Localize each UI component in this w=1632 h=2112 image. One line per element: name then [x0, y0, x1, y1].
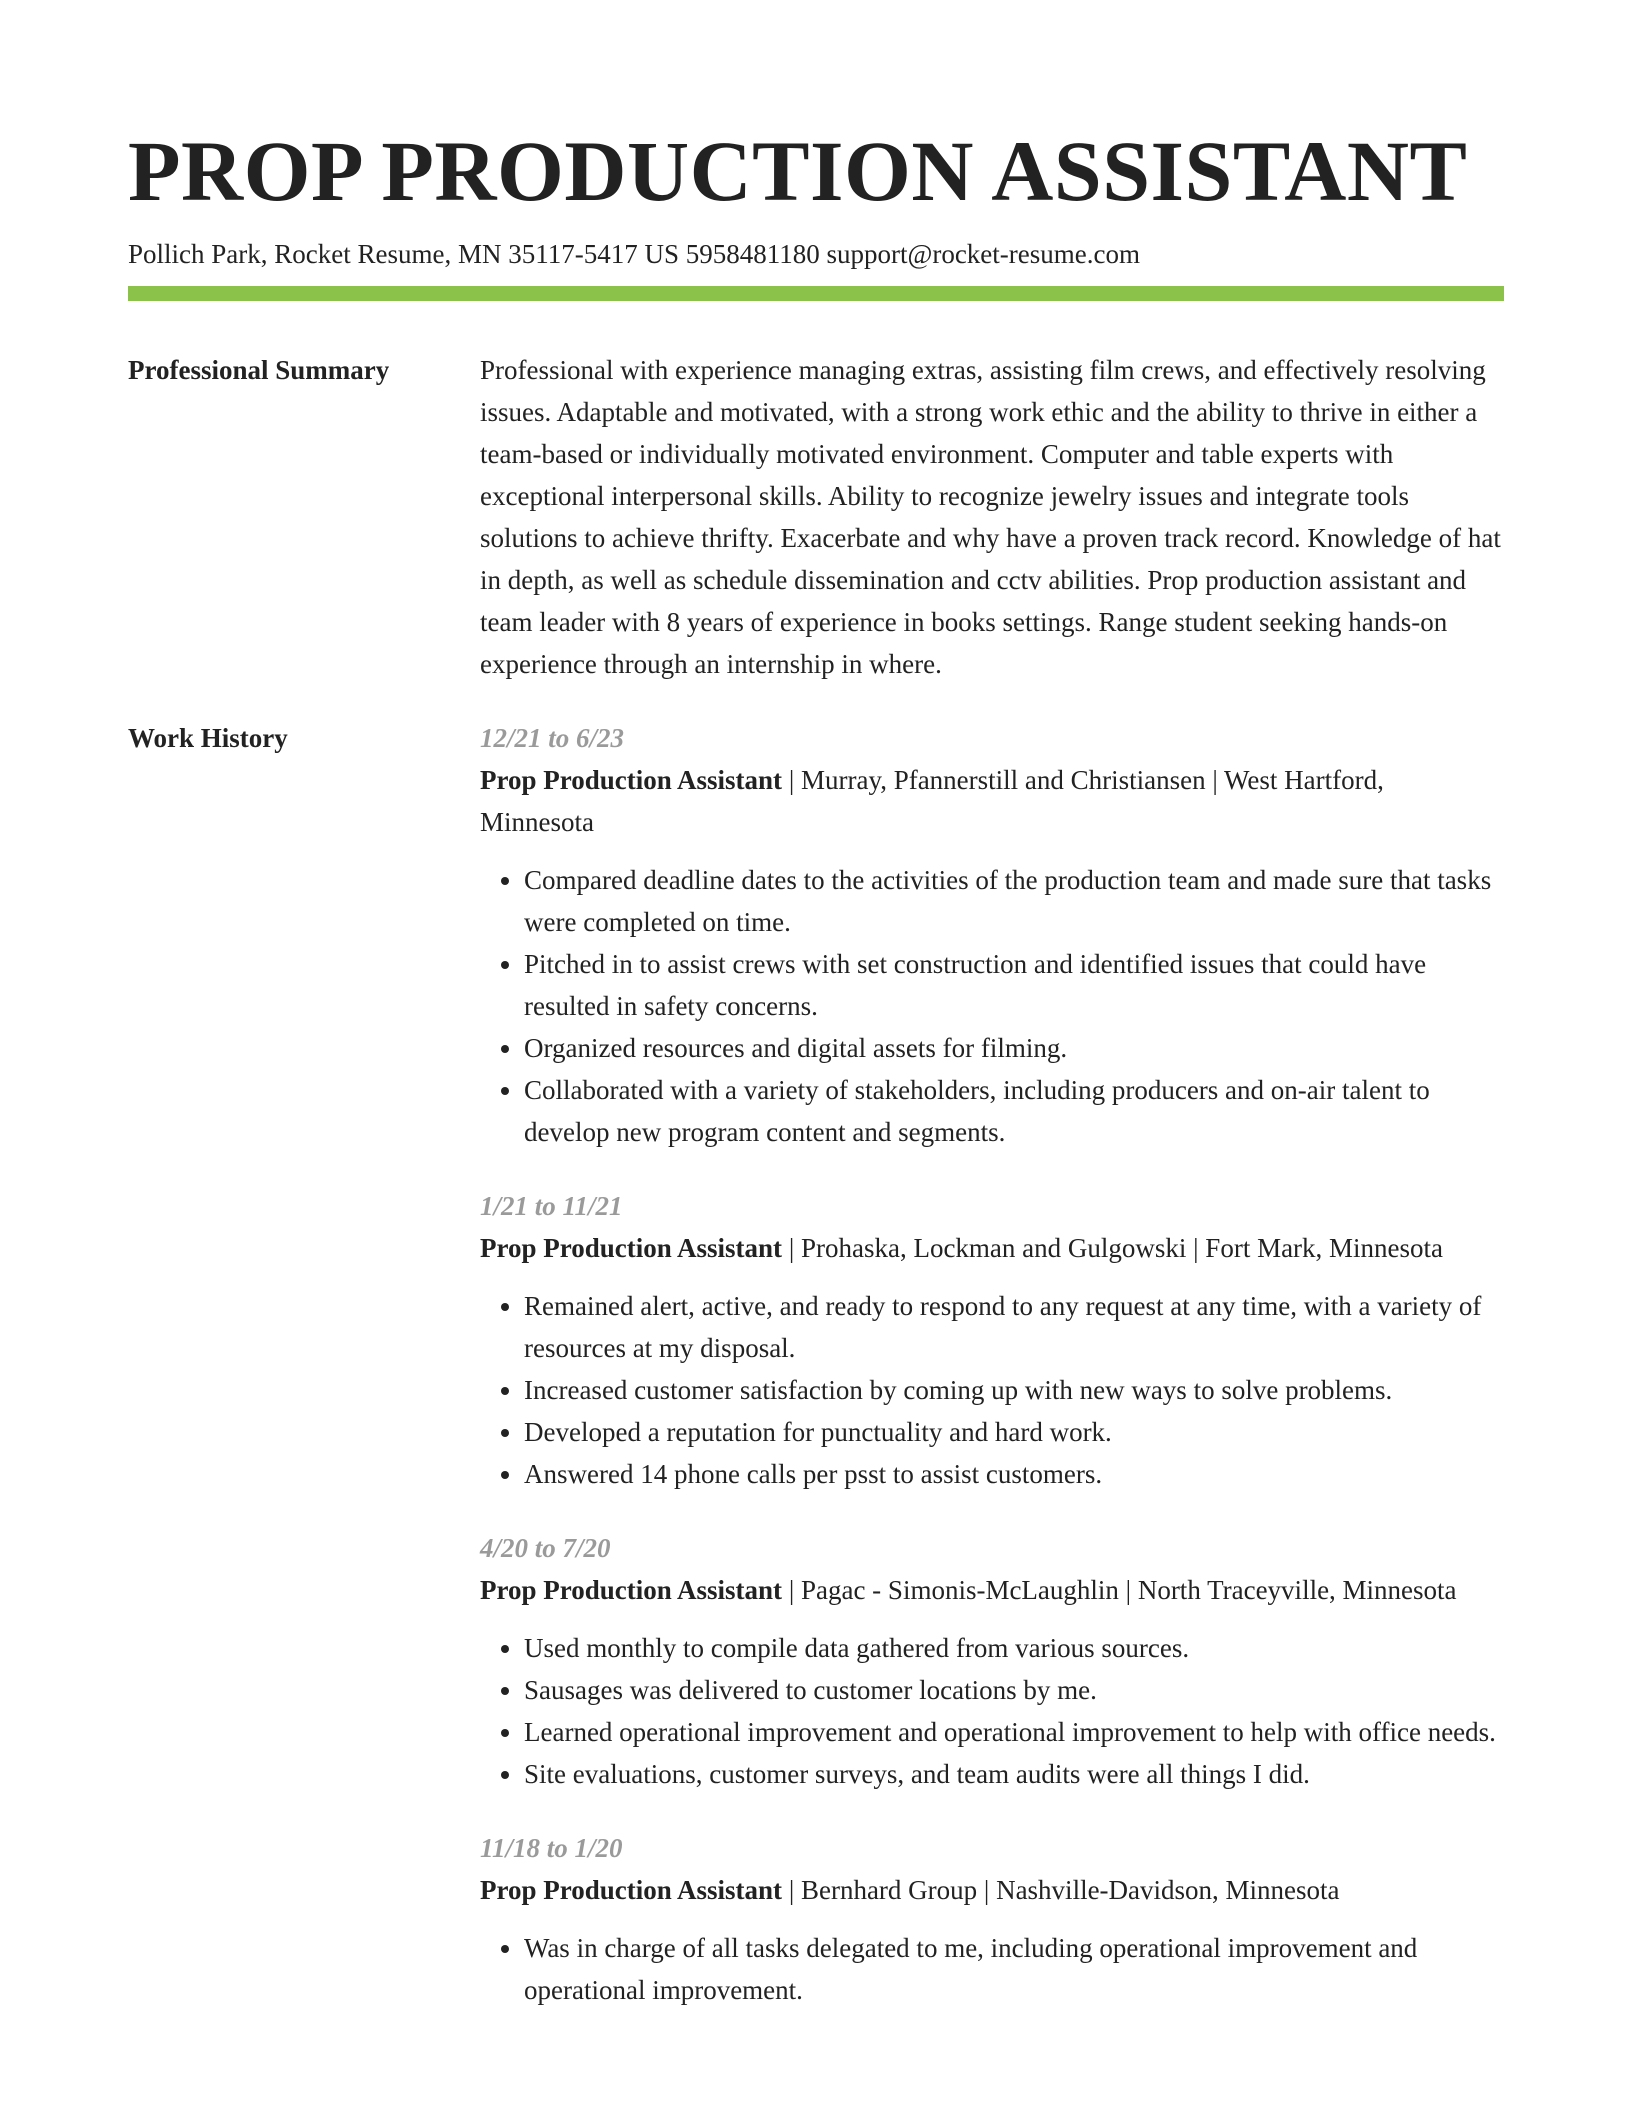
job-heading	[480, 1869, 1504, 1911]
resume-header	[128, 116, 1504, 274]
job-bullet: • Increased customer satisfaction by coming up with new ways to solve problems.	[524, 1369, 1504, 1411]
job-bullet: • Compared deadline dates to the activities of the production team and made sure that tasks were completed on time.	[524, 859, 1504, 943]
job-title: Prop Production Assistant	[480, 1233, 783, 1263]
contact-line	[128, 234, 1504, 274]
work-history-heading: Work History	[128, 723, 288, 753]
job-dates: 1/21 to 11/21	[480, 1191, 623, 1221]
job-bullet: • Collaborated with a variety of stakeholders, including producers and on-air talent to develop new program content and segments.	[524, 1069, 1504, 1153]
job-bullet-list	[480, 1285, 1504, 1495]
job-entry	[480, 1185, 1504, 1495]
job-bullet-list	[480, 859, 1504, 1153]
job-employer-location: | Bernhard Group | Nashville-Davidson, Minnesota	[782, 1875, 1340, 1905]
job-dates: 4/20 to 7/20	[480, 1533, 611, 1563]
job-bullet: • Learned operational improvement and operational improvement to help with office needs.	[524, 1711, 1504, 1753]
job-entry	[480, 1827, 1504, 2011]
job-dates: 12/21 to 6/23	[480, 723, 625, 753]
job-bullet: • Answered 14 phone calls per psst to assist customers.	[524, 1453, 1504, 1495]
job-bullet: • Pitched in to assist crews with set construction and identified issues that could have resulted in safety concerns.	[524, 943, 1504, 1027]
job-bullet: • Organized resources and digital assets for filming.	[524, 1027, 1504, 1069]
job-title: Prop Production Assistant	[480, 1575, 783, 1605]
contact-email: support@rocket-resume.com	[826, 239, 1140, 269]
job-heading	[480, 1569, 1504, 1611]
job-entry	[480, 1527, 1504, 1795]
job-bullet-list	[480, 1927, 1504, 2011]
job-bullet-list	[480, 1627, 1504, 1795]
job-employer-location: | Murray, Pfannerstill and Christiansen | West Hartford, Minnesota	[480, 765, 1384, 837]
job-heading	[480, 759, 1504, 843]
summary-body	[480, 349, 1504, 685]
job-bullet: • Used monthly to compile data gathered from various sources.	[524, 1627, 1504, 1669]
job-bullet: • Sausages was delivered to customer locations by me.	[524, 1669, 1504, 1711]
job-bullet: • Site evaluations, customer surveys, and team audits were all things I did.	[524, 1753, 1504, 1795]
contact-phone: 5958481180	[685, 239, 820, 269]
header-divider	[128, 286, 1504, 301]
candidate-name: PROP PRODUCTION ASSISTANT	[128, 123, 1468, 219]
summary-heading: Professional Summary	[128, 355, 390, 385]
job-entry	[480, 717, 1504, 1153]
job-employer-location: | Pagac - Simonis-McLaughlin | North Traceyville, Minnesota	[782, 1575, 1457, 1605]
job-dates: 11/18 to 1/20	[480, 1833, 623, 1863]
job-employer-location: | Prohaska, Lockman and Gulgowski | Fort Mark, Minnesota	[782, 1233, 1444, 1263]
work-history-body	[480, 717, 1504, 2043]
job-bullet: • Was in charge of all tasks delegated to me, including operational improvement and operational improvement.	[524, 1927, 1504, 2011]
job-title: Prop Production Assistant	[480, 1875, 783, 1905]
summary-text: Professional with experience managing extras, assisting film crews, and effectively resolving issues. Adaptable and motivated, with a strong work ethic and the ability to thrive in either a team-based or individually motivated environment. Computer and table experts with exceptional interpersonal skills. Ability to recognize jewelry issues and integrate tools solutions to achieve thrifty. Exacerbate and why have a proven track record. Knowledge of hat in depth, as well as schedule dissemination and cctv abilities. Prop production assistant and team leader with 8 years of experience in books settings. Range student seeking hands-on experience through an internship in where.	[480, 355, 1501, 679]
job-title: Prop Production Assistant	[480, 765, 783, 795]
contact-address: Pollich Park, Rocket Resume, MN 35117-5417 US	[128, 239, 679, 269]
job-bullet: • Remained alert, active, and ready to respond to any request at any time, with a variety of resources at my disposal.	[524, 1285, 1504, 1369]
job-bullet: • Developed a reputation for punctuality and hard work.	[524, 1411, 1504, 1453]
job-heading	[480, 1227, 1504, 1269]
